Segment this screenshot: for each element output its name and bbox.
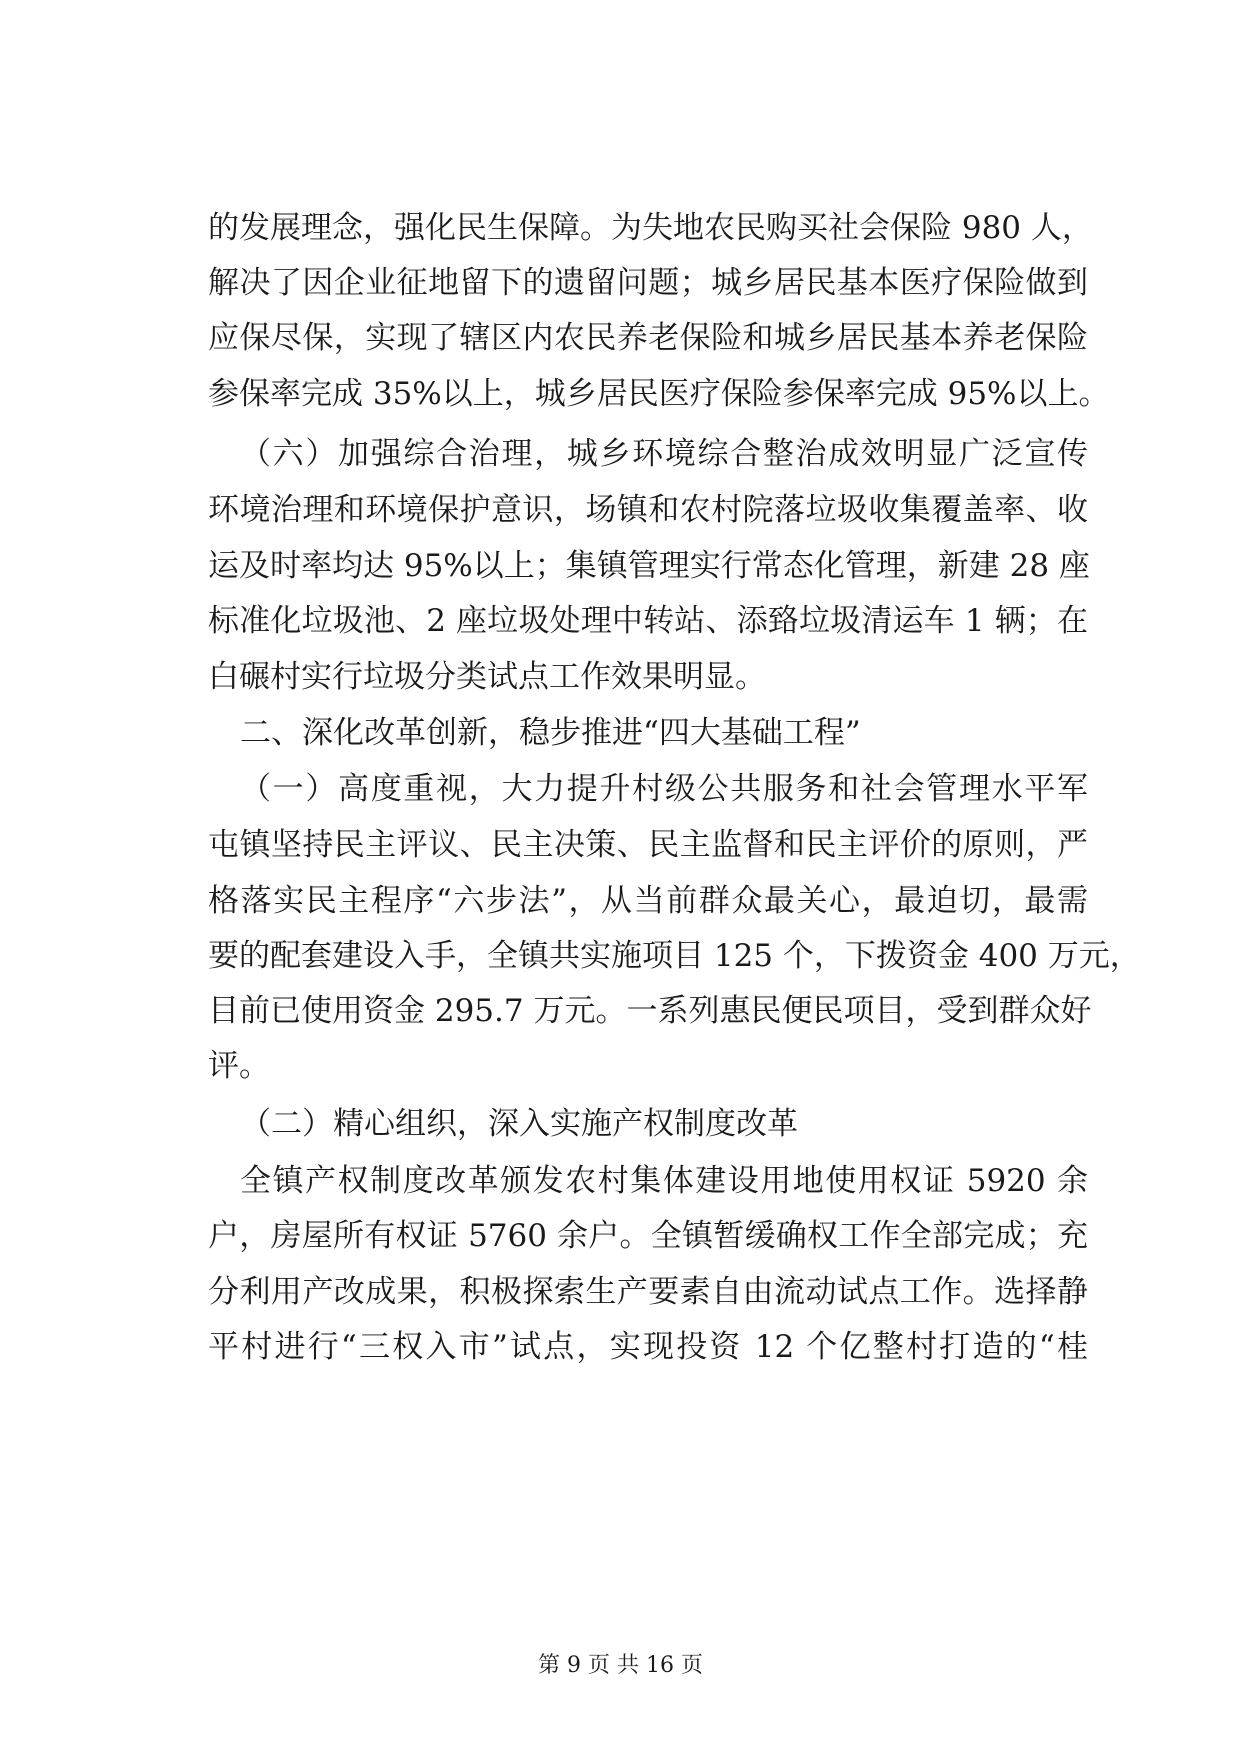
- text-line: 评。: [208, 1048, 270, 1084]
- text-line: 要的配套建设入手，全镇共实施项目 125 个，下拨资金 400 万元，: [208, 938, 1141, 974]
- text-line: 标准化垃圾池、2 座垃圾处理中转站、添臵垃圾清运车 1 辆；在: [208, 603, 1088, 639]
- text-line: 屯镇坚持民主评议、民主决策、民主监督和民主评价的原则，严: [208, 827, 1088, 863]
- text-line: 平村进行“三权入市”试点，实现投资 12 个亿整村打造的“桂: [208, 1329, 1088, 1365]
- text-line: 的发展理念，强化民生保障。为失地农民购买社会保险 980 人，: [208, 210, 1093, 246]
- text-line: 二、深化改革创新，稳步推进“四大基础工程”: [240, 715, 861, 751]
- text-line: 格落实民主程序“六步法”，从当前群众最关心，最迫切，最需: [208, 883, 1088, 919]
- text-line: 目前已使用资金 295.7 万元。一系列惠民便民项目，受到群众好: [208, 993, 1092, 1029]
- text-line: 白碾村实行垃圾分类试点工作效果明显。: [208, 659, 766, 695]
- text-line: 环境治理和环境保护意识，场镇和农村院落垃圾收集覆盖率、收: [208, 492, 1088, 528]
- text-line: （六）加强综合治理，城乡环境综合整治成效明显广泛宣传: [240, 436, 1088, 472]
- page-footer: 第 9 页 共 16 页: [538, 1653, 703, 1678]
- text-line: 运及时率均达 95%以上；集镇管理实行常态化管理，新建 28 座: [208, 548, 1090, 584]
- text-line: 应保尽保，实现了辖区内农民养老保险和城乡居民基本养老保险: [208, 320, 1088, 356]
- text-line: 解决了因企业征地留下的遗留问题；城乡居民基本医疗保险做到: [208, 265, 1088, 301]
- text-line: （一）高度重视，大力提升村级公共服务和社会管理水平军: [240, 771, 1088, 807]
- text-line: 全镇产权制度改革颁发农村集体建设用地使用权证 5920 余: [240, 1163, 1088, 1199]
- text-line: 户，房屋所有权证 5760 余户。全镇暂缓确权工作全部完成；充: [208, 1218, 1088, 1254]
- text-line: 分利用产改成果，积极探索生产要素自由流动试点工作。选择静: [208, 1274, 1088, 1310]
- text-line: （二）精心组织，深入实施产权制度改革: [240, 1106, 798, 1142]
- text-line: 参保率完成 35%以上，城乡居民医疗保险参保率完成 95%以上。: [208, 376, 1110, 412]
